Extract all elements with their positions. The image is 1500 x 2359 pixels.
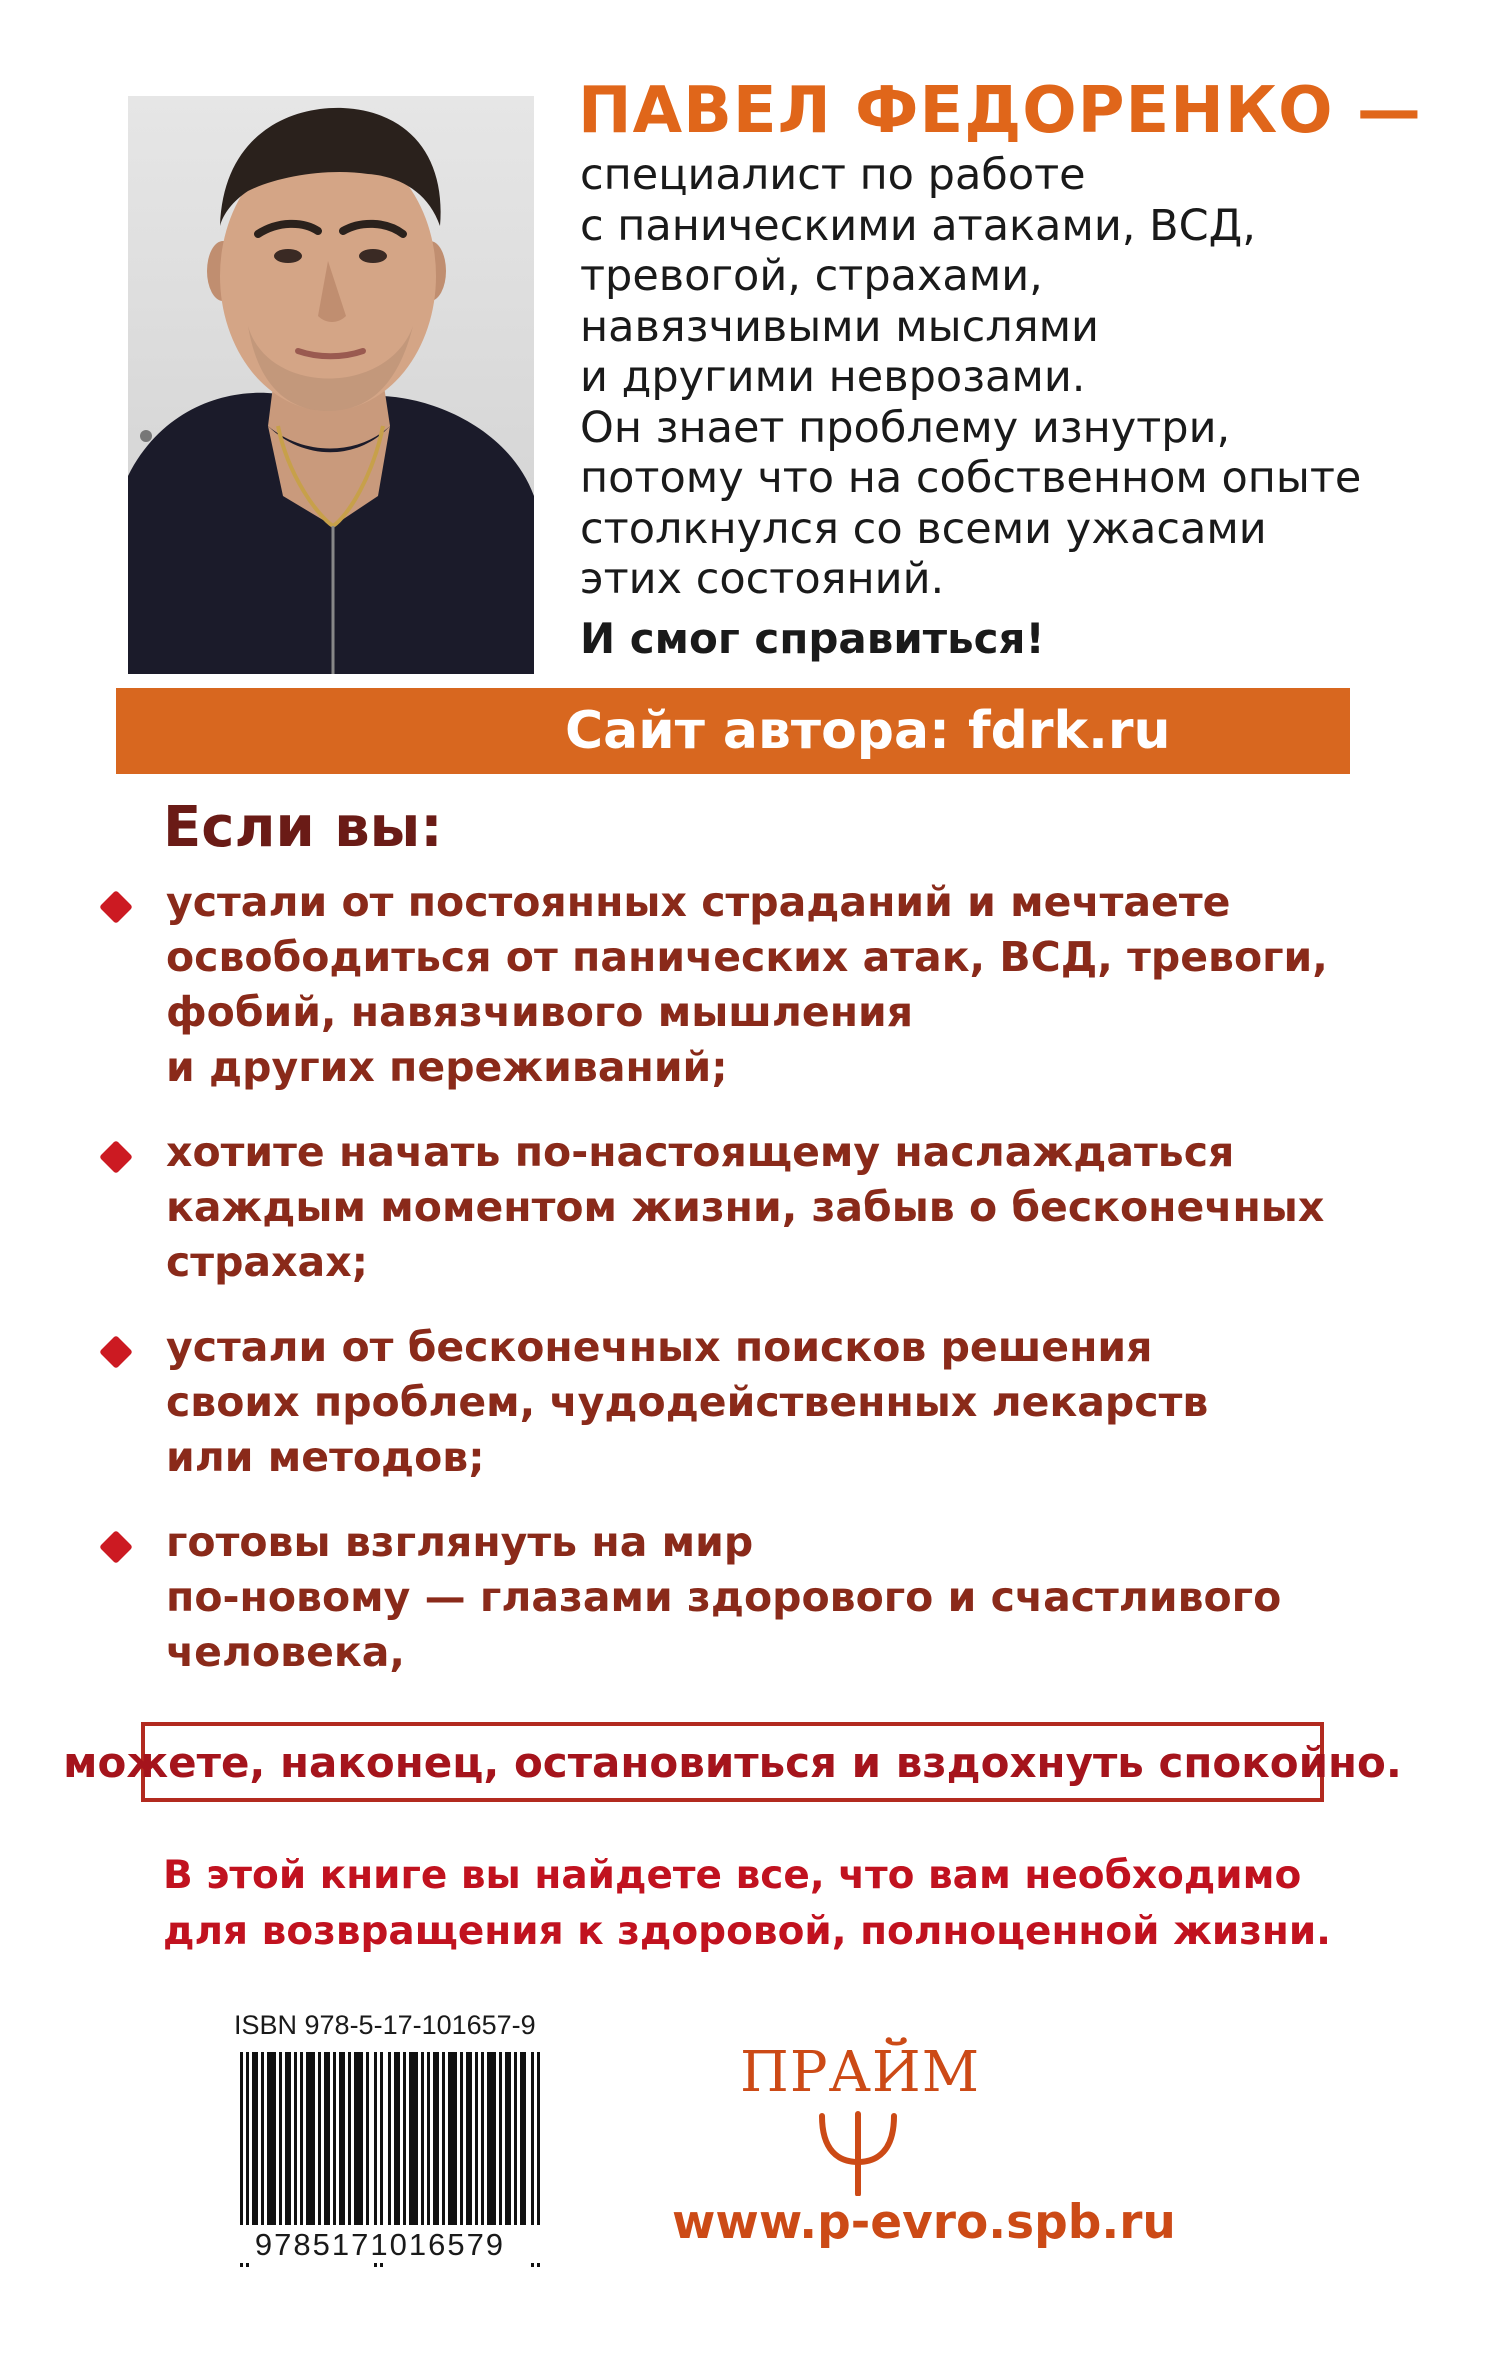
if-section-heading: Если вы:	[163, 795, 443, 860]
closing-text	[163, 1848, 1331, 1960]
bullet-line: человека,	[166, 1628, 405, 1676]
bullet-line: хотите начать по-настоящему наслаждаться	[166, 1128, 1235, 1176]
bio-line: и другими неврозами.	[580, 352, 1086, 402]
author-site-banner	[116, 688, 1350, 774]
diamond-bullet-icon	[99, 1530, 133, 1564]
author-portrait-illustration	[128, 96, 534, 674]
list-item	[100, 875, 1360, 1095]
bio-line: тревогой, страхами,	[580, 251, 1043, 301]
list-item	[100, 1125, 1360, 1290]
author-name: ПАВЕЛ ФЕДОРЕНКО —	[578, 74, 1422, 148]
bio-final-line: И смог справиться!	[580, 614, 1045, 663]
bio-line: Он знает проблему изнутри,	[580, 402, 1231, 453]
closing-line: для возвращения к здоровой, полноценной жизни.	[163, 1909, 1331, 1954]
bullet-line: устали от постоянных страданий и мечтаете	[166, 878, 1231, 926]
bullet-line: фобий, навязчивого мышления	[166, 988, 914, 1036]
bio-line: столкнулся со всеми ужасами	[580, 503, 1267, 554]
diamond-bullet-icon	[99, 1140, 133, 1174]
diamond-bullet-icon	[99, 1335, 133, 1369]
publisher-website-link[interactable]: www.p-evro.spb.ru	[672, 2195, 1176, 2250]
isbn-label: ISBN 978-5-17-101657-9	[234, 2010, 536, 2040]
psi-logo-icon	[808, 2110, 908, 2196]
bullet-line: страхах;	[166, 1238, 369, 1286]
bio-line: этих состояний.	[580, 554, 945, 604]
bio-line: специалист по работе	[580, 150, 1086, 200]
author-bio	[580, 150, 1361, 605]
bullet-line: каждым моментом жизни, забыв о бесконечных	[166, 1183, 1325, 1231]
bullet-line: или методов;	[166, 1433, 485, 1481]
if-bullet-list	[100, 875, 1360, 1680]
list-item	[100, 1515, 1360, 1680]
bio-line: потому что на собственном опыте	[580, 453, 1362, 503]
closing-line: В этой книге вы найдете все, что вам необходимо	[163, 1853, 1302, 1898]
bio-line: с паническими атаками, ВСД,	[580, 200, 1256, 251]
bullet-line: своих проблем, чудодейственных лекарств	[166, 1378, 1209, 1426]
author-photo	[128, 96, 534, 674]
framed-statement: можете, наконец, остановиться и вздохнуть спокойно.	[141, 1722, 1324, 1802]
publisher-logo-text: ПРАЙМ	[740, 2040, 981, 2105]
bullet-line: освободиться от панических атак, ВСД, тревоги,	[166, 933, 1328, 981]
diamond-bullet-icon	[99, 890, 133, 924]
bullet-line: устали от бесконечных поисков решения	[166, 1323, 1153, 1371]
bullet-line: и других переживаний;	[166, 1043, 728, 1091]
barcode-digits: 9785171016579	[220, 2225, 540, 2263]
bullet-line: готовы взглянуть на мир	[166, 1518, 754, 1566]
author-site-link[interactable]: Сайт автора: fdrk.ru	[565, 701, 1171, 761]
list-item	[100, 1320, 1360, 1485]
bio-line: навязчивыми мыслями	[580, 301, 1100, 352]
bullet-line: по-новому — глазами здорового и счастливого	[166, 1573, 1282, 1621]
